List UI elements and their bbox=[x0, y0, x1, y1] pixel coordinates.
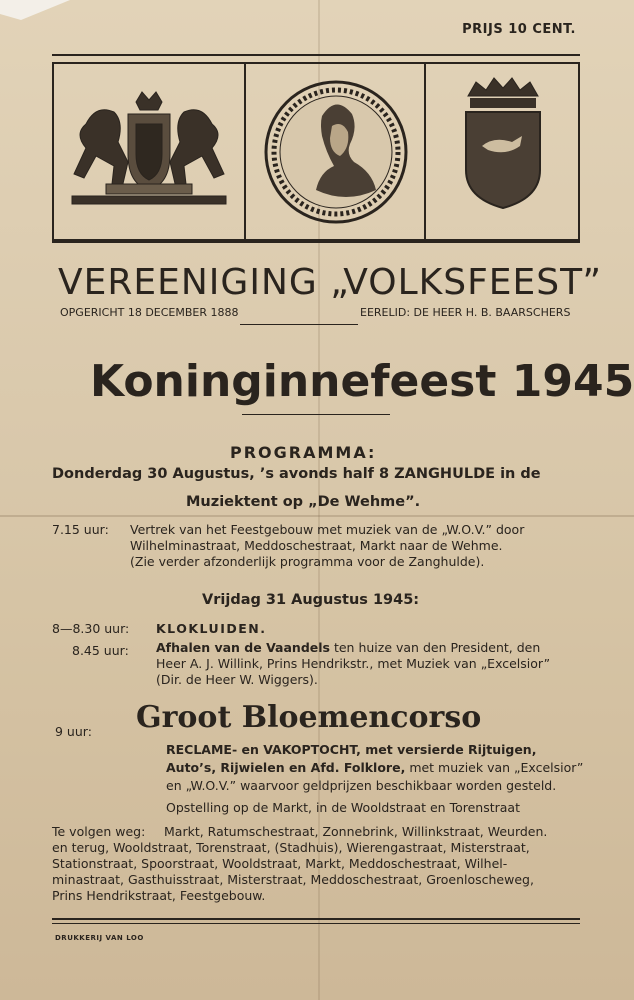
emblem-frame bbox=[52, 62, 580, 241]
dutch-coat-of-arms-icon bbox=[66, 84, 232, 219]
association-title: VEREENIGING „VOLKSFEEST” bbox=[58, 262, 602, 303]
corso-title: Groot Bloemencorso bbox=[136, 700, 482, 735]
thursday-desc-2: Wilhelminastraat, Meddoschestraat, Markt naar de Wehme. bbox=[130, 538, 503, 553]
friday-event-2-line-3: (Dir. de Heer W. Wiggers). bbox=[156, 672, 318, 687]
top-rule bbox=[52, 54, 580, 56]
bottom-rule-thin bbox=[52, 923, 580, 924]
event-title-rule bbox=[242, 414, 390, 415]
programma-heading: PROGRAMMA: bbox=[230, 443, 377, 462]
price-label: PRIJS 10 CENT. bbox=[462, 22, 576, 37]
thursday-desc-3: (Zie verder afzonderlijk programma voor de Zanghulde). bbox=[130, 554, 485, 569]
corso-line-4: Opstelling op de Markt, in de Wooldstraat en Torenstraat bbox=[166, 800, 520, 815]
event-title: Koninginnefeest 1945 bbox=[90, 356, 634, 407]
corso-line-2-bold: Auto’s, Rijwielen en Afd. Folklore, bbox=[166, 760, 406, 775]
friday-event-2-title: Afhalen van de Vaandels bbox=[156, 640, 330, 655]
queen-portrait-medallion-icon bbox=[260, 76, 412, 228]
thursday-line-2: Muziektent op „De Wehme”. bbox=[186, 494, 421, 510]
route-line-2: en terug, Wooldstraat, Torenstraat, (Stadhuis), Wierengastraat, Misterstraat, bbox=[52, 840, 530, 855]
thursday-desc-1: Vertrek van het Feestgebouw met muziek van de „W.O.V.” door bbox=[130, 522, 525, 537]
emblem-divider bbox=[424, 64, 426, 239]
route-line-3: Stationstraat, Spoorstraat, Wooldstraat, Markt, Meddoschestraat, Wilhel- bbox=[52, 856, 508, 871]
honorary-member: EERELID: DE HEER H. B. BAARSCHERS bbox=[360, 306, 571, 319]
thursday-line-1: Donderdag 30 Augustus, ’s avonds half 8 ZANGHULDE in de bbox=[52, 466, 541, 482]
emblem-bottom-rule bbox=[52, 241, 580, 243]
corso-line-3: en „W.O.V.” waarvoor geldprijzen beschikbaar worden gesteld. bbox=[166, 778, 557, 793]
torn-corner bbox=[0, 0, 70, 20]
route-line-4: minastraat, Gasthuisstraat, Misterstraat, Meddoschestraat, Groenloscheweg, bbox=[52, 872, 534, 887]
friday-event-1: KLOKLUIDEN. bbox=[156, 621, 267, 636]
corso-line-2-rest: met muziek van „Excelsior” bbox=[409, 760, 584, 775]
subtitle-rule bbox=[240, 324, 358, 325]
friday-time-3: 9 uur: bbox=[55, 724, 92, 739]
printer-credit: DRUKKERIJ VAN LOO bbox=[55, 934, 144, 942]
emblem-divider bbox=[244, 64, 246, 239]
fold-line bbox=[0, 515, 634, 517]
corso-line-1: RECLAME- en VAKOPTOCHT, met versierde Rijtuigen, bbox=[166, 742, 537, 757]
friday-event-2-rest: ten huize van den President, den bbox=[333, 640, 541, 655]
route-label: Te volgen weg: bbox=[52, 824, 146, 839]
friday-event-2-line-2: Heer A. J. Willink, Prins Hendrikstr., met Muziek van „Excelsior” bbox=[156, 656, 551, 671]
bottom-rule bbox=[52, 918, 580, 920]
friday-heading: Vrijdag 31 Augustus 1945: bbox=[202, 592, 420, 608]
route-line-1: Markt, Ratumschestraat, Zonnebrink, Willinkstraat, Weurden. bbox=[164, 824, 548, 839]
thursday-time: 7.15 uur: bbox=[52, 522, 109, 537]
town-shield-icon bbox=[458, 74, 548, 214]
friday-time-2: 8.45 uur: bbox=[72, 643, 129, 658]
friday-time-1: 8—8.30 uur: bbox=[52, 621, 130, 636]
route-line-5: Prins Hendrikstraat, Feestgebouw. bbox=[52, 888, 266, 903]
founded-date: OPGERICHT 18 DECEMBER 1888 bbox=[60, 306, 239, 319]
